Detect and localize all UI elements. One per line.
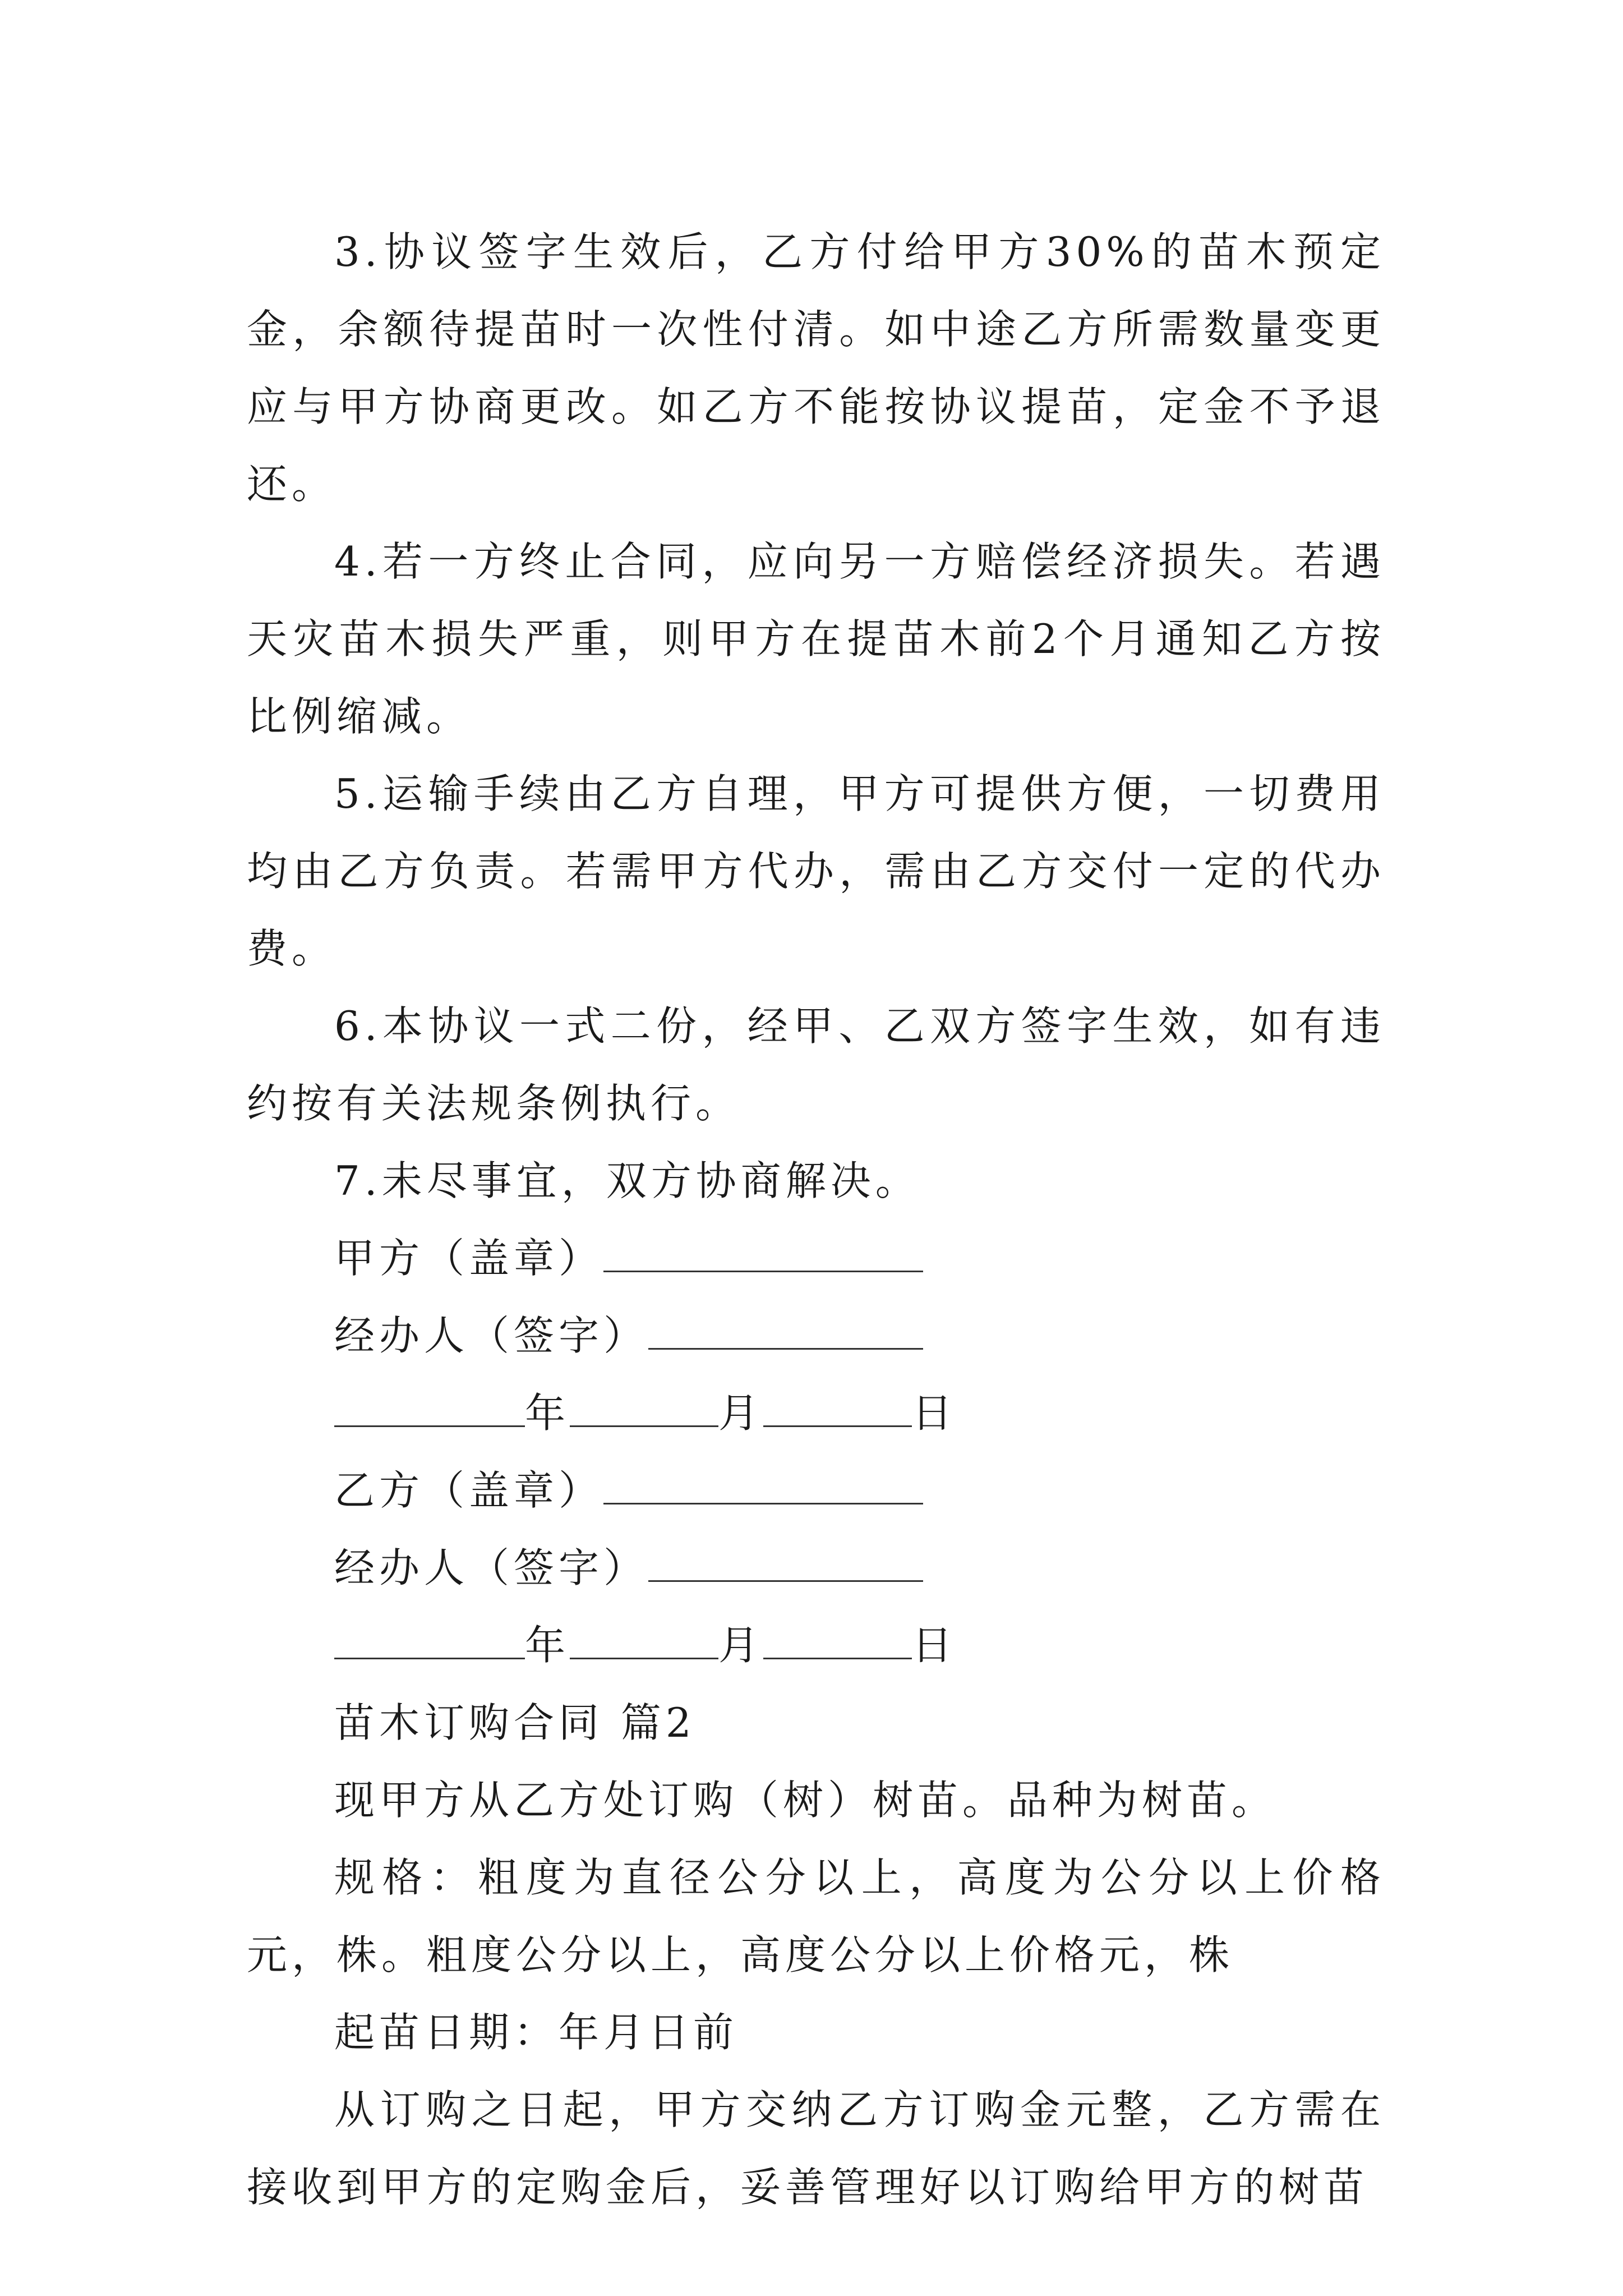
party-a-month-blank[interactable] <box>570 1392 718 1427</box>
party-a-agent-row <box>247 1297 1385 1374</box>
party-a-year-blank[interactable] <box>334 1392 525 1427</box>
section-2-para-4: 从订购之日起，甲方交纳乙方订购金元整，乙方需在接收到甲方的定购金后，妥善管理好以订购给甲方的树苗 <box>247 2086 1385 2211</box>
clause-3: 3.协议签字生效后，乙方付给甲方30%的苗木预定金，余额待提苗时一次性付清。如中途乙方所需数量变更应与甲方协商更改。如乙方不能按协议提苗，定金不予退还。 <box>247 228 1385 508</box>
party-b-month-blank[interactable] <box>570 1624 718 1659</box>
party-a-agent-blank[interactable] <box>648 1314 923 1350</box>
party-b-month-label: 月 <box>718 1622 764 1669</box>
clause-6: 6.本协议一式二份，经甲、乙双方签字生效，如有违约按有关法规条例执行。 <box>247 1002 1385 1127</box>
party-b-seal-row <box>247 1452 1385 1529</box>
section-2-para-1: 现甲方从乙方处订购（树）树苗。品种为树苗。 <box>334 1777 1277 1824</box>
party-b-year-label: 年 <box>525 1622 570 1669</box>
party-b-day-label: 日 <box>912 1622 957 1669</box>
clause-4: 4.若一方终止合同，应向另一方赔偿经济损失。若遇天灾苗木损失严重，则甲方在提苗木前2个月通知乙方按比例缩减。 <box>247 538 1385 740</box>
party-a-day-blank[interactable] <box>763 1392 912 1427</box>
party-a-date-row <box>247 1374 1385 1452</box>
party-b-seal-label: 乙方（盖章） <box>334 1467 604 1514</box>
party-b-seal-blank[interactable] <box>603 1469 923 1504</box>
party-b-agent-blank[interactable] <box>648 1547 923 1582</box>
party-b-year-blank[interactable] <box>334 1624 525 1659</box>
section-2-para-2: 规格：粗度为直径公分以上，高度为公分以上价格元，株。粗度公分以上，高度公分以上价格元，株 <box>247 1854 1385 1978</box>
party-a-agent-label: 经办人（签字） <box>334 1312 649 1359</box>
clause-7: 7.未尽事宜，双方协商解决。 <box>334 1157 920 1204</box>
party-a-day-label: 日 <box>912 1389 957 1437</box>
section-2-para-3: 起苗日期：年月日前 <box>334 2009 739 2056</box>
party-a-seal-row <box>247 1220 1385 1297</box>
clause-5: 5.运输手续由乙方自理，甲方可提供方便，一切费用均由乙方负责。若需甲方代办，需由乙方交付一定的代办费。 <box>247 770 1385 972</box>
party-b-agent-label: 经办人（签字） <box>334 1544 649 1591</box>
party-b-day-blank[interactable] <box>763 1624 912 1659</box>
party-a-month-label: 月 <box>718 1389 764 1437</box>
party-b-date-row <box>247 1607 1385 1684</box>
document-page <box>247 213 1385 2226</box>
party-b-agent-row <box>247 1529 1385 1607</box>
party-a-seal-label: 甲方（盖章） <box>334 1235 604 1282</box>
party-a-year-label: 年 <box>525 1389 570 1437</box>
party-a-seal-blank[interactable] <box>603 1237 923 1272</box>
section-2-title: 苗木订购合同 篇2 <box>334 1699 696 1746</box>
